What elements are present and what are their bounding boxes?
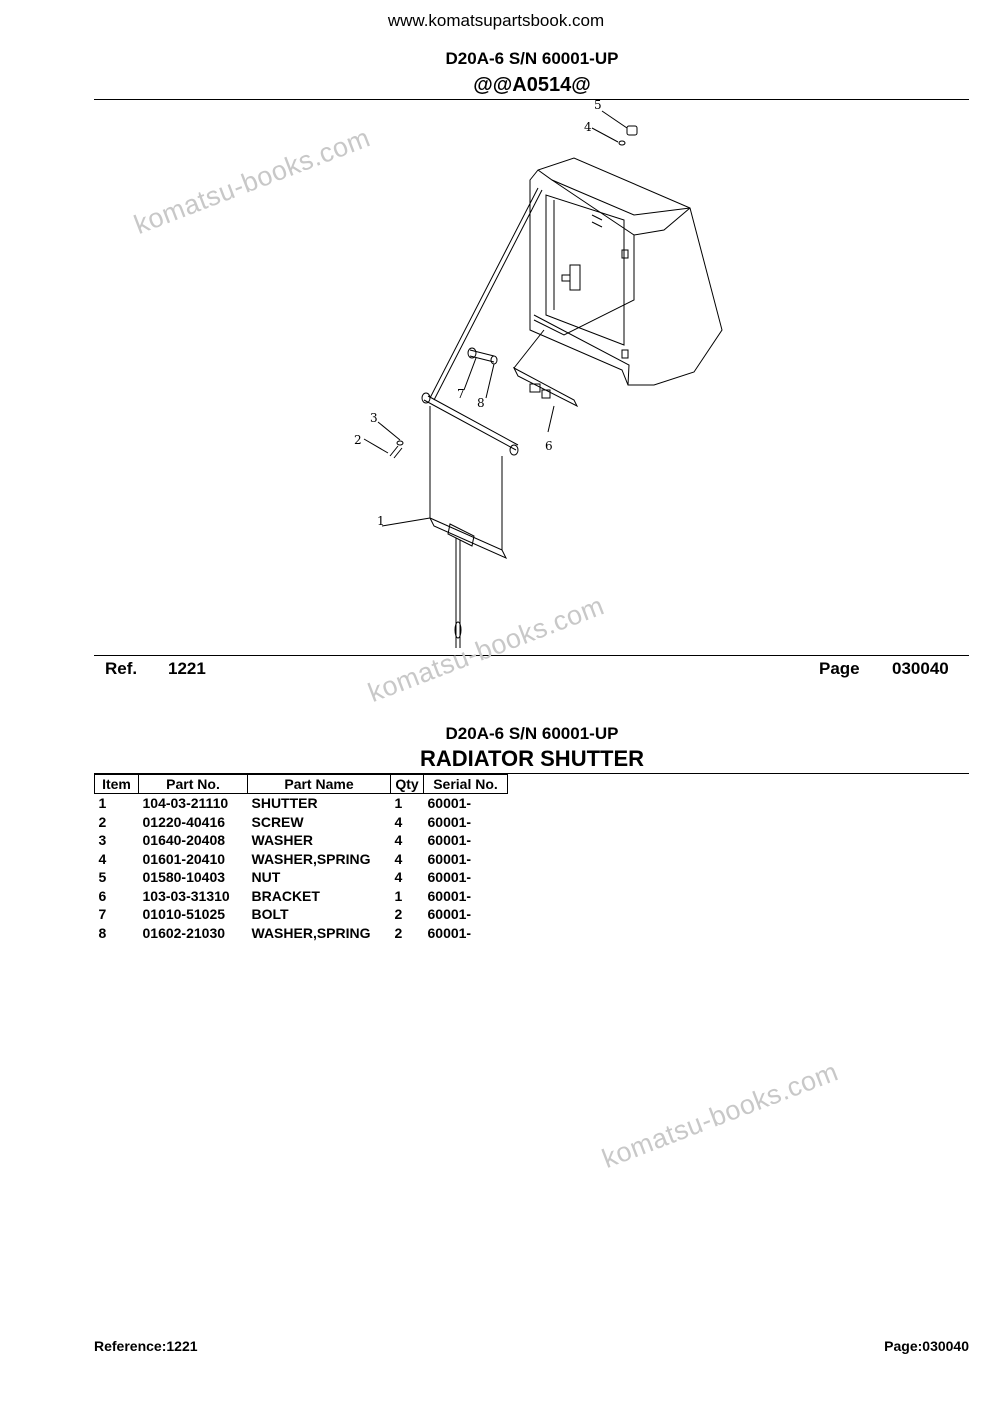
cell-qty: 1 [394,887,403,904]
bracket-part [514,368,577,406]
watermark: komatsu-books.com [130,122,375,241]
cell-item: 1 [98,795,107,812]
ref-label: Ref. [105,659,138,678]
callout-5: 5 [594,100,602,112]
site-url: www.komatsupartsbook.com [387,11,605,30]
radiator-guard-outline [530,158,722,385]
cell-serial: 60001- [427,795,472,812]
callout-6: 6 [545,439,553,453]
cell-part-no: 103-03-31310 [142,887,230,904]
cell-part-no: 01220-40416 [142,813,226,830]
spring-washer-part [619,141,625,145]
col-part-name-header: Part Name [248,775,391,794]
screw-part [390,446,402,458]
cell-qty: 4 [394,813,403,830]
cell-part-name: WASHER [251,832,313,849]
bolt-part [470,350,494,362]
nut-part [627,126,637,135]
washer-part [491,356,497,364]
cell-serial: 60001- [427,906,472,923]
callout-3: 3 [370,411,378,425]
page-value: 030040 [892,659,949,678]
cell-part-name: BOLT [251,906,289,923]
col-item-header: Item [95,775,139,794]
cell-serial: 60001- [427,813,472,830]
cell-serial: 60001- [427,869,472,886]
parts-table [94,774,508,942]
table-row [95,794,508,813]
cell-part-no: 01640-20408 [142,832,226,849]
table-row [95,868,508,887]
header-code: @@A0514@ [473,74,591,96]
section-title: RADIATOR SHUTTER [419,746,645,771]
col-part-no-header: Part No. [139,775,248,794]
col-qty-header: Qty [391,775,424,794]
callout-1: 1 [377,514,385,528]
table-row [95,924,508,943]
cell-qty: 2 [394,906,403,923]
cell-item: 7 [98,906,107,923]
table-row [95,813,508,832]
watermark: komatsu-books.com [598,1056,843,1175]
callout-7: 7 [457,387,465,401]
cell-part-no: 01601-20410 [142,850,226,867]
cell-part-name: WASHER,SPRING [251,924,371,941]
cell-qty: 1 [394,795,403,812]
cell-item: 3 [98,832,107,849]
header-model: D20A-6 S/N 60001-UP [445,49,619,68]
page-label: Page [819,659,860,678]
cell-item: 8 [98,924,107,941]
callout-2: 2 [354,433,362,447]
cell-part-no: 01010-51025 [142,906,226,923]
cell-item: 5 [98,869,107,886]
table-row [95,831,508,850]
ref-value: 1221 [168,659,206,678]
shutter-part [430,406,502,550]
col-serial-header: Serial No. [424,775,508,794]
cell-item: 2 [98,813,107,830]
callout-8: 8 [477,396,485,410]
diagram-bottom-rule [94,655,969,656]
watermark: komatsu-books.com [364,590,609,709]
table-header-row [95,775,508,794]
cell-part-name: BRACKET [251,887,320,904]
cell-qty: 2 [394,924,403,941]
cell-serial: 60001- [427,832,472,849]
table-row [95,905,508,924]
cell-part-name: WASHER,SPRING [251,850,371,867]
cell-part-name: NUT [251,869,281,886]
cell-part-no: 01602-21030 [142,924,226,941]
footer-page: Page:030040 [884,1338,969,1354]
cell-serial: 60001- [427,887,472,904]
cell-item: 4 [98,850,107,867]
cell-part-no: 104-03-21110 [142,795,229,812]
cell-qty: 4 [394,869,403,886]
rod [430,188,538,398]
cell-part-name: SCREW [251,813,304,830]
footer-reference: Reference:1221 [94,1338,198,1354]
section-model: D20A-6 S/N 60001-UP [445,724,619,743]
cell-part-name: SHUTTER [251,795,318,812]
cell-qty: 4 [394,832,403,849]
cell-serial: 60001- [427,924,472,941]
cell-item: 6 [98,887,107,904]
cell-part-no: 01580-10403 [142,869,226,886]
table-row [95,887,508,906]
table-row [95,850,508,869]
cell-serial: 60001- [427,850,472,867]
callout-4: 4 [584,120,592,134]
cell-qty: 4 [394,850,403,867]
